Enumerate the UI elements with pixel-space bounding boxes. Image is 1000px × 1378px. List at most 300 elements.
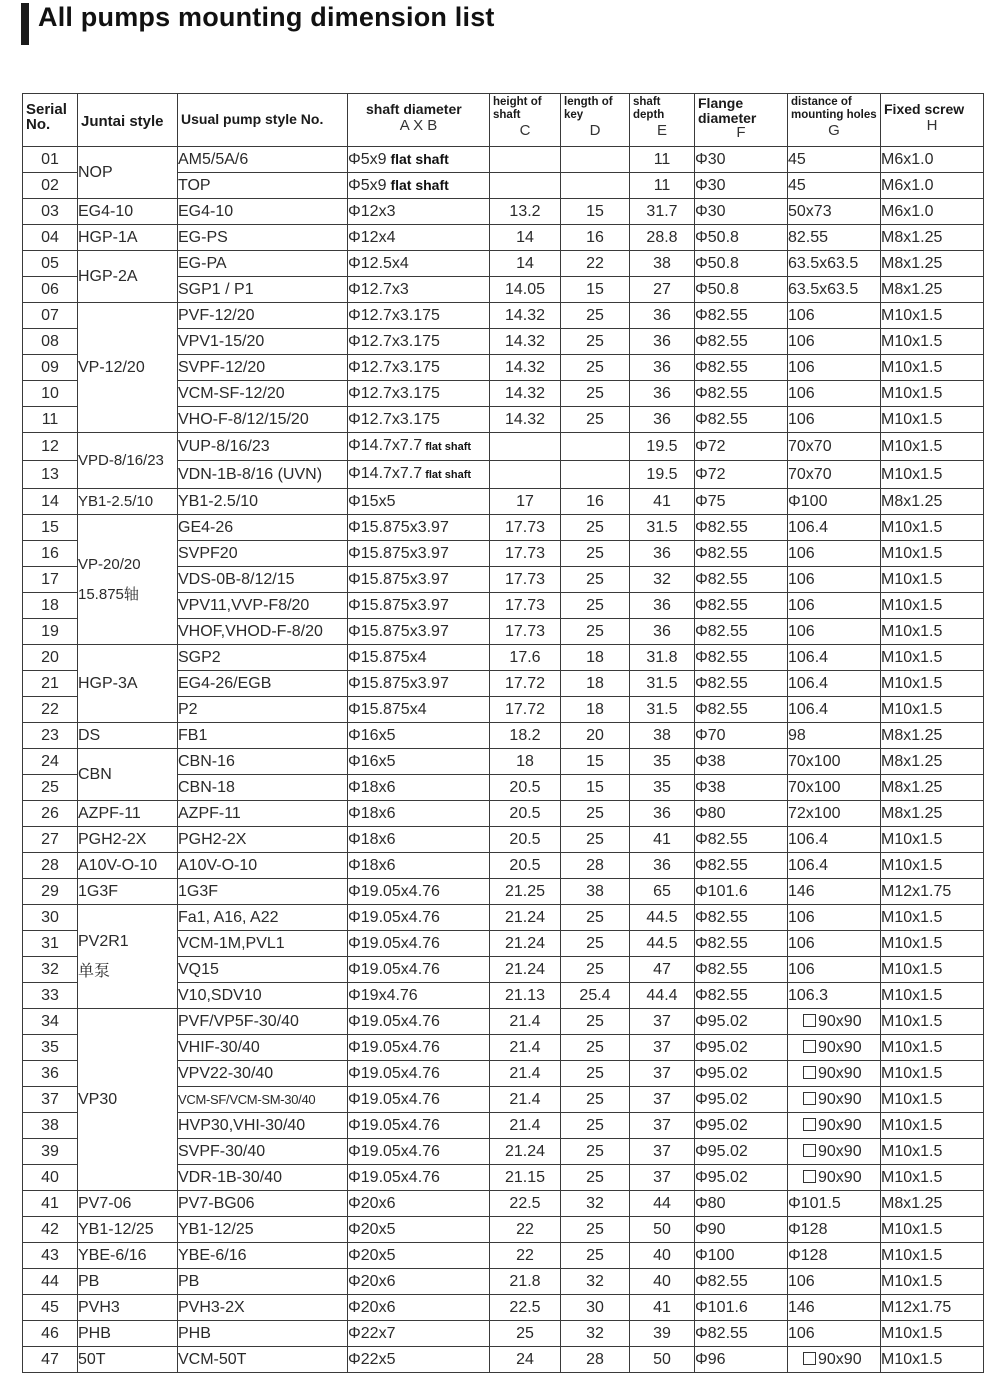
mounting-holes-value: 98 [788,727,806,744]
table-row [23,1295,984,1321]
usual-pump-cell: SVPF20 [178,541,348,567]
height-of-shaft-cell: 21.13 [490,983,561,1009]
serial-cell: 35 [23,1035,78,1061]
shaft-diameter-cell [348,645,490,671]
shaft-diameter-cell [348,567,490,593]
length-of-key-cell: 25 [561,1165,630,1191]
shaft-depth-cell: 31.7 [630,199,695,225]
shaft-diameter-cell [348,775,490,801]
length-of-key-cell: 15 [561,277,630,303]
shaft-diameter-cell [348,173,490,199]
shaft-depth-cell: 36 [630,407,695,433]
usual-pump-cell: HVP30,VHI-30/40 [178,1113,348,1139]
mounting-holes-value: 106.4 [788,831,829,848]
length-of-key-cell: 15 [561,749,630,775]
mounting-holes-value: 63.5x63.5 [788,281,859,298]
shaft-diameter-value: Φ18x6 [348,779,396,796]
shaft-depth-cell: 40 [630,1243,695,1269]
serial-cell: 37 [23,1087,78,1113]
juntai-style-cell: DS [78,723,178,749]
mounting-holes-cell [788,879,881,905]
shaft-diameter-cell [348,1061,490,1087]
flange-diameter-cell: Φ90 [695,1217,788,1243]
mounting-holes-value: 106 [788,1273,815,1290]
serial-cell: 44 [23,1269,78,1295]
usual-pump-cell: VPV11,VVP-F8/20 [178,593,348,619]
length-of-key-cell [561,461,630,489]
shaft-depth-cell: 47 [630,957,695,983]
flange-diameter-cell: Φ82.55 [695,381,788,407]
table-row [23,853,984,879]
flange-diameter-cell: Φ82.55 [695,827,788,853]
mounting-holes-value: 106.4 [788,649,829,666]
length-of-key-cell: 25 [561,1035,630,1061]
fixed-screw-cell: M10x1.5 [881,1009,984,1035]
height-of-shaft-cell: 18.2 [490,723,561,749]
shaft-depth-cell: 38 [630,723,695,749]
mounting-holes-cell [788,173,881,199]
square-pattern-icon [803,1170,816,1183]
square-pattern-icon [803,1066,816,1079]
mounting-holes-cell [788,775,881,801]
shaft-diameter-cell [348,277,490,303]
height-of-shaft-cell: 25 [490,1321,561,1347]
height-of-shaft-cell: 21.4 [490,1113,561,1139]
mounting-holes-value: 70x70 [788,466,832,483]
shaft-diameter-value: Φ20x5 [348,1247,396,1264]
height-of-shaft-cell [490,461,561,489]
header-height-of-shaft: height of shaft C [490,94,561,147]
shaft-diameter-cell [348,1321,490,1347]
flat-shaft-note: flat shaft [422,441,472,453]
mounting-holes-value: 106 [788,1325,815,1342]
mounting-holes-cell [788,329,881,355]
serial-cell: 01 [23,147,78,173]
mounting-holes-value: 106 [788,333,815,350]
table-row [23,1243,984,1269]
length-of-key-cell: 28 [561,1347,630,1373]
length-of-key-cell [561,173,630,199]
usual-pump-cell: A10V-O-10 [178,853,348,879]
mounting-holes-value: Φ101.5 [788,1195,841,1212]
flange-diameter-cell: Φ50.8 [695,251,788,277]
table-row [23,723,984,749]
mounting-holes-cell [788,1165,881,1191]
fixed-screw-cell: M10x1.5 [881,619,984,645]
mounting-holes-value: 106 [788,597,815,614]
usual-pump-cell: SVPF-30/40 [178,1139,348,1165]
shaft-diameter-cell [348,461,490,489]
serial-cell: 09 [23,355,78,381]
shaft-diameter-value: Φ19.05x4.76 [348,1065,440,1082]
fixed-screw-cell: M10x1.5 [881,671,984,697]
usual-pump-cell: VHOF,VHOD-F-8/20 [178,619,348,645]
serial-cell: 17 [23,567,78,593]
serial-cell: 20 [23,645,78,671]
mounting-holes-cell [788,433,881,461]
usual-pump-cell: VPV22-30/40 [178,1061,348,1087]
height-of-shaft-cell: 14 [490,251,561,277]
serial-cell: 23 [23,723,78,749]
flange-diameter-cell: Φ82.55 [695,697,788,723]
usual-pump-cell: EG-PA [178,251,348,277]
mounting-holes-value: 146 [788,1299,815,1316]
length-of-key-cell: 18 [561,645,630,671]
mounting-holes-value: 106 [788,623,815,640]
length-of-key-cell: 20 [561,723,630,749]
mounting-holes-value: 70x100 [788,779,841,796]
usual-pump-cell: EG-PS [178,225,348,251]
mounting-holes-cell [788,853,881,879]
height-of-shaft-cell: 21.8 [490,1269,561,1295]
shaft-depth-cell: 31.5 [630,697,695,723]
mounting-holes-value: Φ128 [788,1221,828,1238]
usual-pump-cell: VUP-8/16/23 [178,433,348,461]
mounting-holes-value: 70x70 [788,438,832,455]
flange-diameter-cell: Φ75 [695,489,788,515]
usual-pump-cell: VHIF-30/40 [178,1035,348,1061]
serial-cell: 24 [23,749,78,775]
header-serial: Serial No. [23,94,78,147]
fixed-screw-cell: M10x1.5 [881,827,984,853]
fixed-screw-cell: M10x1.5 [881,931,984,957]
fixed-screw-cell: M10x1.5 [881,905,984,931]
usual-pump-cell: PB [178,1269,348,1295]
header-flange-diameter: Flange diameter F [695,94,788,147]
table-row [23,801,984,827]
length-of-key-cell: 16 [561,225,630,251]
fixed-screw-cell: M8x1.25 [881,801,984,827]
shaft-diameter-cell [348,1139,490,1165]
fixed-screw-cell: M10x1.5 [881,1061,984,1087]
serial-cell: 15 [23,515,78,541]
height-of-shaft-cell: 21.25 [490,879,561,905]
serial-cell: 19 [23,619,78,645]
fixed-screw-cell: M10x1.5 [881,957,984,983]
serial-cell: 38 [23,1113,78,1139]
shaft-depth-cell: 35 [630,775,695,801]
mounting-holes-value: 106 [788,411,815,428]
flange-diameter-cell: Φ82.55 [695,329,788,355]
shaft-diameter-cell [348,407,490,433]
usual-pump-cell: AZPF-11 [178,801,348,827]
height-of-shaft-cell: 17.73 [490,593,561,619]
serial-cell: 41 [23,1191,78,1217]
mounting-holes-cell [788,957,881,983]
mounting-holes-cell [788,199,881,225]
height-of-shaft-cell: 22.5 [490,1191,561,1217]
shaft-depth-cell: 41 [630,489,695,515]
shaft-diameter-cell [348,1087,490,1113]
flange-diameter-cell: Φ82.55 [695,619,788,645]
serial-cell: 21 [23,671,78,697]
square-pattern-icon [803,1352,816,1365]
flange-diameter-cell: Φ50.8 [695,225,788,251]
shaft-depth-cell: 28.8 [630,225,695,251]
length-of-key-cell: 25 [561,541,630,567]
mounting-holes-cell [788,489,881,515]
length-of-key-cell: 25 [561,827,630,853]
shaft-depth-cell: 35 [630,749,695,775]
height-of-shaft-cell [490,173,561,199]
mounting-holes-value: 45 [788,151,806,168]
length-of-key-cell: 32 [561,1321,630,1347]
shaft-diameter-cell [348,303,490,329]
length-of-key-cell: 25 [561,355,630,381]
shaft-depth-cell: 37 [630,1009,695,1035]
serial-cell: 27 [23,827,78,853]
fixed-screw-cell: M10x1.5 [881,381,984,407]
serial-cell: 30 [23,905,78,931]
height-of-shaft-cell: 14.32 [490,355,561,381]
flange-diameter-cell: Φ101.6 [695,1295,788,1321]
flange-diameter-cell: Φ95.02 [695,1165,788,1191]
table-row [23,1009,984,1035]
fixed-screw-cell: M10x1.5 [881,1269,984,1295]
shaft-diameter-cell [348,931,490,957]
height-of-shaft-cell: 17.73 [490,619,561,645]
juntai-style-cell: YB1-12/25 [78,1217,178,1243]
mounting-holes-cell [788,593,881,619]
shaft-depth-cell: 27 [630,277,695,303]
length-of-key-cell: 25.4 [561,983,630,1009]
length-of-key-cell: 25 [561,1009,630,1035]
usual-pump-cell: VPV1-15/20 [178,329,348,355]
table-row [23,251,984,277]
mounting-holes-cell [788,749,881,775]
shaft-depth-cell: 44 [630,1191,695,1217]
usual-pump-cell: EG4-26/EGB [178,671,348,697]
shaft-depth-cell: 38 [630,251,695,277]
height-of-shaft-cell: 22.5 [490,1295,561,1321]
fixed-screw-cell: M6x1.0 [881,199,984,225]
shaft-diameter-value: Φ16x5 [348,753,396,770]
usual-pump-cell: VDR-1B-30/40 [178,1165,348,1191]
flange-diameter-cell: Φ82.55 [695,1269,788,1295]
mounting-holes-value: 90x90 [818,1351,862,1368]
shaft-diameter-value: Φ19.05x4.76 [348,883,440,900]
mounting-holes-value: 90x90 [818,1143,862,1160]
usual-pump-cell: VCM-1M,PVL1 [178,931,348,957]
fixed-screw-cell: M8x1.25 [881,723,984,749]
shaft-depth-cell: 36 [630,329,695,355]
shaft-depth-cell: 36 [630,593,695,619]
fixed-screw-cell: M6x1.0 [881,147,984,173]
mounting-holes-cell [788,905,881,931]
flange-diameter-cell: Φ82.55 [695,1321,788,1347]
fixed-screw-cell: M6x1.0 [881,173,984,199]
shaft-diameter-cell [348,853,490,879]
juntai-style-cell: PHB [78,1321,178,1347]
height-of-shaft-cell: 24 [490,1347,561,1373]
length-of-key-cell: 38 [561,879,630,905]
shaft-depth-cell: 36 [630,355,695,381]
shaft-diameter-value: Φ19.05x4.76 [348,935,440,952]
shaft-depth-cell: 36 [630,541,695,567]
shaft-diameter-cell [348,1113,490,1139]
page-title: All pumps mounting dimension list [38,2,495,32]
fixed-screw-cell: M10x1.5 [881,593,984,619]
flange-diameter-cell: Φ95.02 [695,1061,788,1087]
shaft-diameter-cell [348,541,490,567]
shaft-diameter-value: Φ15.875x3.97 [348,519,449,536]
length-of-key-cell: 25 [561,1217,630,1243]
juntai-style-cell: 1G3F [78,879,178,905]
fixed-screw-cell: M10x1.5 [881,697,984,723]
usual-pump-cell: PV7-BG06 [178,1191,348,1217]
shaft-diameter-cell [348,355,490,381]
height-of-shaft-cell: 21.24 [490,957,561,983]
mounting-holes-cell [788,147,881,173]
mounting-holes-value: 72x100 [788,805,841,822]
length-of-key-cell: 22 [561,251,630,277]
shaft-diameter-value: Φ12.7x3.175 [348,411,440,428]
juntai-style-cell: CBN [78,749,178,801]
fixed-screw-cell: M8x1.25 [881,251,984,277]
length-of-key-cell [561,147,630,173]
mounting-holes-cell [788,983,881,1009]
height-of-shaft-cell: 13.2 [490,199,561,225]
shaft-depth-cell: 41 [630,1295,695,1321]
table-row [23,749,984,775]
table-row [23,199,984,225]
length-of-key-cell: 28 [561,853,630,879]
length-of-key-cell: 25 [561,407,630,433]
length-of-key-cell: 32 [561,1191,630,1217]
mounting-holes-cell [788,355,881,381]
table-row [23,1217,984,1243]
flange-diameter-cell: Φ82.55 [695,957,788,983]
serial-cell: 40 [23,1165,78,1191]
fixed-screw-cell: M10x1.5 [881,1035,984,1061]
shaft-depth-cell: 32 [630,567,695,593]
height-of-shaft-cell: 21.24 [490,931,561,957]
mounting-holes-value: 106 [788,961,815,978]
fixed-screw-cell: M8x1.25 [881,749,984,775]
mounting-holes-value: 106.4 [788,701,829,718]
shaft-diameter-cell [348,879,490,905]
shaft-diameter-value: Φ15.875x3.97 [348,623,449,640]
usual-pump-cell: VHO-F-8/12/15/20 [178,407,348,433]
mounting-holes-value: 106 [788,545,815,562]
juntai-style-cell: PV2R1 单泵 [78,905,178,1009]
shaft-diameter-value: Φ15.875x3.97 [348,571,449,588]
juntai-style-cell: YBE-6/16 [78,1243,178,1269]
fixed-screw-cell: M10x1.5 [881,541,984,567]
serial-cell: 34 [23,1009,78,1035]
juntai-style-cell: NOP [78,147,178,199]
length-of-key-cell: 15 [561,775,630,801]
juntai-style-cell: VP30 [78,1009,178,1191]
table-row [23,489,984,515]
mounting-holes-value: 106 [788,571,815,588]
height-of-shaft-cell: 17.72 [490,697,561,723]
shaft-diameter-cell [348,1243,490,1269]
header-row [23,94,984,147]
mounting-holes-cell [788,225,881,251]
shaft-diameter-cell [348,1009,490,1035]
mounting-holes-cell [788,619,881,645]
length-of-key-cell: 15 [561,199,630,225]
shaft-diameter-value: Φ20x6 [348,1273,396,1290]
mounting-holes-cell [788,1009,881,1035]
mounting-holes-cell [788,1139,881,1165]
shaft-diameter-cell [348,1217,490,1243]
table-row [23,879,984,905]
shaft-depth-cell: 36 [630,619,695,645]
usual-pump-cell: AM5/5A/6 [178,147,348,173]
mounting-holes-value: 106 [788,307,815,324]
height-of-shaft-cell: 21.15 [490,1165,561,1191]
usual-pump-cell: VCM-SF-12/20 [178,381,348,407]
flange-diameter-cell: Φ82.55 [695,355,788,381]
fixed-screw-cell: M10x1.5 [881,433,984,461]
length-of-key-cell: 25 [561,329,630,355]
shaft-depth-cell: 36 [630,303,695,329]
shaft-depth-cell: 11 [630,147,695,173]
shaft-diameter-value: Φ19.05x4.76 [348,961,440,978]
shaft-depth-cell: 37 [630,1139,695,1165]
flange-diameter-cell: Φ72 [695,433,788,461]
length-of-key-cell: 25 [561,515,630,541]
fixed-screw-cell: M10x1.5 [881,1087,984,1113]
mounting-holes-value: 106 [788,909,815,926]
usual-pump-cell: CBN-16 [178,749,348,775]
mounting-holes-value: 90x90 [818,1169,862,1186]
height-of-shaft-cell: 20.5 [490,775,561,801]
mounting-holes-cell [788,1347,881,1373]
fixed-screw-cell: M10x1.5 [881,303,984,329]
flange-diameter-cell: Φ82.55 [695,407,788,433]
juntai-style-cell: YB1-2.5/10 [78,489,178,515]
shaft-diameter-cell [348,671,490,697]
fixed-screw-cell: M8x1.25 [881,489,984,515]
shaft-diameter-value: Φ15.875x3.97 [348,545,449,562]
shaft-diameter-cell [348,749,490,775]
length-of-key-cell: 18 [561,671,630,697]
length-of-key-cell: 25 [561,303,630,329]
height-of-shaft-cell: 17.6 [490,645,561,671]
mounting-holes-value: 106 [788,359,815,376]
shaft-depth-cell: 36 [630,801,695,827]
flange-diameter-cell: Φ80 [695,1191,788,1217]
fixed-screw-cell: M8x1.25 [881,775,984,801]
mounting-holes-value: 63.5x63.5 [788,255,859,272]
mounting-holes-value: 106.4 [788,857,829,874]
shaft-diameter-value: Φ12.7x3 [348,281,409,298]
length-of-key-cell: 25 [561,619,630,645]
juntai-style-cell: VP-20/20 15.875轴 [78,515,178,645]
mounting-holes-value: Φ128 [788,1247,828,1264]
shaft-diameter-value: Φ20x6 [348,1299,396,1316]
juntai-style-cell: EG4-10 [78,199,178,225]
table-row [23,1269,984,1295]
shaft-depth-cell: 65 [630,879,695,905]
usual-pump-cell: VCM-SF/VCM-SM-30/40 [178,1087,348,1113]
mounting-holes-cell [788,541,881,567]
pump-dimension-table [22,93,984,1373]
height-of-shaft-cell: 14.32 [490,381,561,407]
mounting-holes-value: Φ100 [788,493,828,510]
height-of-shaft-cell: 14.32 [490,407,561,433]
mounting-holes-cell [788,461,881,489]
shaft-diameter-value: Φ19.05x4.76 [348,1143,440,1160]
flange-diameter-cell: Φ82.55 [695,671,788,697]
length-of-key-cell: 25 [561,567,630,593]
usual-pump-cell: PVF-12/20 [178,303,348,329]
shaft-depth-cell: 41 [630,827,695,853]
mounting-holes-cell [788,1191,881,1217]
